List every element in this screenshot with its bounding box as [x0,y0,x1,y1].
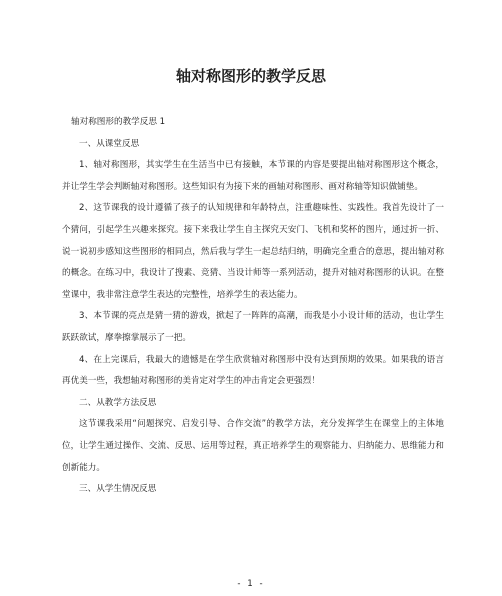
document-subtitle: 轴对称图形的教学反思 1 [71,117,166,127]
page-number: - 1 - [237,579,265,589]
paragraph-3: 3、本节课的亮点是猜一猜的游戏，掀起了一阵阵的高潮，而我是小小设计师的活动，也让学生跃跃欲试，摩拳擦掌展示了一把。 [62,311,444,343]
section-heading-method: 二、从教学方法反思 [79,397,157,408]
paragraph-2: 2、这节课我的设计遵循了孩子的认知规律和年龄特点，注重趣味性、实践性。我首先设计了一个猜问，引起学生兴趣来探究。接下来我让学生自主探究天安门、飞机和奖杯的图片，通过折一折、说一说初步感知这些图形的相同点，然后我与学生一起总结归纳，明确完全重合的意思，提出轴对称的概念。在练习中，我设计了搜素、竞猜、当设计师等一系列活动，提升对轴对称图形的认识。在整堂课中，我非常注意学生表达的完整性，培养学生的表达能力。 [62,203,444,300]
section-heading-classroom: 一、从课堂反思 [79,138,140,149]
document-title: 轴对称图形的教学反思 [175,67,326,85]
document-body [62,112,444,501]
paragraph-method: 这节课我采用“问题探究、启发引导、合作交流”的教学方法，充分发挥学生在课堂上的主体地位，让学生通过操作、交流、反思、运用等过程，真正培养学生的观察能力、归纳能力、思维能力和创新能力。 [62,419,444,473]
paragraph-1: 1、轴对称图形，其实学生在生活当中已有接触，本节课的内容是要提出轴对称图形这个概念，并让学生学会判断轴对称图形。这些知识有为接下来的画轴对称图形、画对称轴等知识做铺垫。 [62,160,444,192]
paragraph-4: 4、在上完课后，我最大的遗憾是在学生欣赏轴对称图形中没有达到预期的效果。如果我的语言再优美一些，我想轴对称图形的美肯定对学生的冲击肯定会更强烈！ [62,354,444,387]
section-heading-students: 三、从学生情况反思 [79,484,157,495]
